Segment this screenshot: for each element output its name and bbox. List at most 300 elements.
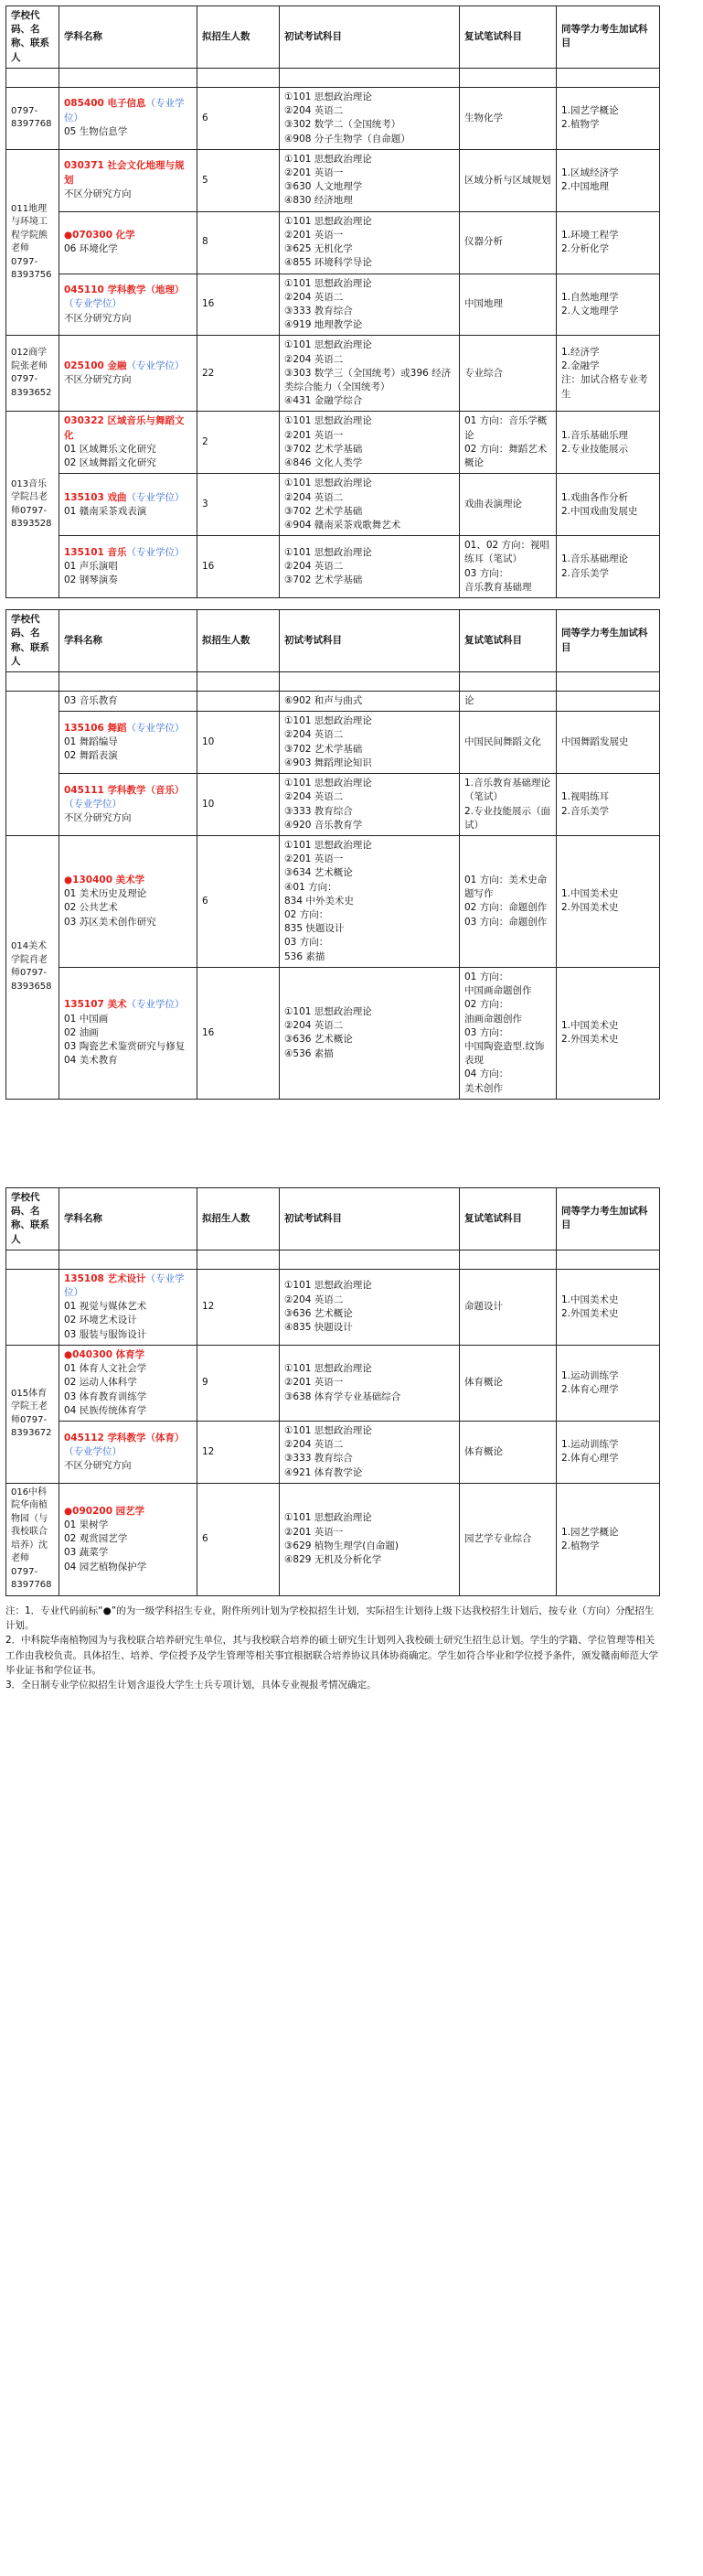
retest-subject: 体育概论 [464,1445,503,1457]
quota-value: 10 [202,736,215,748]
equiv-subject: 2.金融学 [561,360,600,372]
exam-subject: ①101 思想政治理论 [284,153,372,165]
exam-subject: ①101 思想政治理论 [284,546,372,558]
equiv-subject: 2.植物学 [561,1540,600,1551]
retest-cell [460,1269,557,1345]
college-contact: 013音乐学院吕老师0797-8393528 [11,478,52,530]
exam-subject: ④536 素描 [284,1047,334,1059]
subject-title [64,1348,192,1362]
retest-subject: 中国地理 [464,298,503,310]
exam-subject: 835 快题设计 [284,923,345,935]
subject-title [64,546,192,560]
retest-subject: 体育概论 [464,1377,503,1389]
exam-subject: ②201 英语一 [284,853,344,865]
subject-cell [59,1421,197,1483]
retest-subject: 1.音乐教育基础理论（笔试） [464,778,551,803]
exam-subject: ①101 思想政治理论 [284,91,372,102]
subject-title [64,784,192,811]
header-cell: 复试笔试科目 [460,6,557,69]
equiv-subject: 2.体育心理学 [561,1453,619,1465]
quota-cell [197,712,280,774]
exam-cell [280,774,460,836]
table-row [6,474,660,536]
direction-item: 02 舞蹈表演 [64,750,118,762]
header-cell: 同等学力考生加试科目 [557,610,660,672]
retest-cell [460,1483,557,1595]
subject-title [64,97,192,124]
header-cell: 初试考试科目 [280,1187,460,1250]
equiv-cell [557,1483,660,1595]
retest-cell [460,712,557,774]
retest-cell [460,691,557,711]
header-row [6,610,660,672]
exam-subject: ①101 思想政治理论 [284,478,372,489]
exam-subject: ②204 英语二 [284,1293,344,1305]
equiv-cell [557,211,660,274]
direction-item: 04 美术教育 [64,1055,118,1067]
degree-tag: （专业学位） [64,1272,185,1298]
equiv-cell [557,967,660,1099]
exam-cell [280,1483,460,1595]
exam-cell [280,691,460,711]
exam-subject: ③303 数学三（全国统考）或396 经济类综合能力（全国统考） [284,367,452,393]
retest-cell [460,967,557,1099]
exam-subject: ③636 艺术概论 [284,1034,353,1046]
exam-subject: ①101 思想政治理论 [284,1280,372,1292]
direction-item: 01 美术历史及理论 [64,888,147,900]
college-contact: 015体育学院王老师0797-8393672 [11,1388,52,1439]
exam-subject: 536 素描 [284,950,325,962]
exam-subject: ②204 英语二 [284,105,344,117]
table-row [6,1421,660,1483]
quota-cell [197,1483,280,1595]
exam-subject: ②204 英语二 [284,291,344,303]
equiv-cell [557,774,660,836]
direction-item: 06 环境化学 [64,243,118,255]
subject-cell [59,774,197,836]
quota-value: 16 [202,298,215,310]
equiv-cell [557,1269,660,1345]
equiv-subject: 1.园艺学概论 [561,105,619,117]
equiv-cell [557,274,660,336]
table-row [6,536,660,598]
exam-subject: ①101 思想政治理论 [284,778,372,789]
direction-item: 02 环境艺术设计 [64,1315,137,1326]
header-cell: 同等学力考生加试科目 [557,1187,660,1250]
subject-code: 070300 化学 [72,229,135,241]
subject-cell [59,1483,197,1595]
quota-value: 2 [202,436,208,448]
quota-cell [197,211,280,274]
exam-subject: ③333 教育综合 [284,305,353,317]
quota-value: 10 [202,798,215,810]
college-cell [6,1483,59,1595]
blank-row [6,68,660,87]
direction-item: 03 陶瓷艺术鉴赏研究与修复 [64,1041,186,1052]
quota-cell [197,1421,280,1483]
direction-item: 01 舞蹈编导 [64,736,118,748]
college-cell [6,835,59,1099]
equiv-subject: 2.外国美术史 [561,902,619,914]
equiv-subject: 中国舞蹈发展史 [561,736,629,748]
exam-subject: ④431 金融学综合 [284,395,363,407]
subject-code: 045111 学科教学（音乐） [64,784,185,796]
subject-code: 135103 戏曲 [64,491,127,503]
exam-subject: ②201 英语一 [284,1377,344,1389]
table-row [6,712,660,774]
retest-subject: 美术创作 [464,1082,503,1094]
equiv-subject: 1.音乐基础乐理 [561,429,629,441]
table-row [6,336,660,412]
subject-code: 045110 学科教学（地理） [64,284,185,296]
subject-code: 040300 体育学 [72,1348,145,1360]
subject-cell [59,274,197,336]
equiv-subject: 2.植物学 [561,119,600,131]
quota-value: 9 [202,1377,208,1389]
exam-subject: ①101 思想政治理论 [284,277,372,289]
equiv-subject: 2.外国美术史 [561,1034,619,1046]
equiv-cell [557,712,660,774]
retest-subject: 03 方向：命题创作 [464,916,548,928]
subject-cell [59,336,197,412]
subject-code: 090200 园艺学 [72,1505,145,1517]
subject-cell [59,211,197,274]
direction-item: 01 果树学 [64,1519,109,1530]
college-cell [6,1345,59,1483]
equiv-cell [557,835,660,967]
catalog-table [5,609,660,1100]
blank-row [6,671,660,691]
exam-cell [280,474,460,536]
quota-value: 22 [202,367,215,379]
header-cell: 学校代码、名称、联系人 [6,6,59,69]
subject-title [64,284,192,311]
direction-item: 04 民族传统体育学 [64,1404,147,1416]
exam-cell [280,412,460,474]
exam-subject: ①101 思想政治理论 [284,215,372,227]
equiv-cell [557,149,660,211]
equiv-subject: 2.外国美术史 [561,1307,619,1319]
exam-subject: ④908 分子生物学（自命题） [284,133,410,145]
first-level-dot-icon: ● [64,1505,73,1517]
equiv-subject: 1.园艺学概论 [561,1526,619,1538]
equiv-cell [557,691,660,711]
equiv-cell [557,474,660,536]
exam-subject: ③702 艺术学基础 [284,743,363,755]
subject-title [64,1432,192,1459]
exam-cell [280,1269,460,1345]
retest-subject: 专业综合 [464,367,503,379]
first-level-dot-icon: ● [64,229,73,241]
exam-subject: ②204 英语二 [284,561,344,573]
direction-item: 01 体育人文社会学 [64,1363,147,1375]
table-spacer [0,1100,703,1187]
table-row [6,691,660,711]
retest-subject: 03 方向： [464,1026,509,1038]
exam-subject: ④835 快题设计 [284,1322,353,1334]
subject-cell [59,536,197,598]
table-row [6,412,660,474]
exam-subject: ③302 数学二（全国统考） [284,119,401,131]
exam-subject: ④855 环境科学导论 [284,257,372,269]
subject-title [64,414,192,442]
retest-cell [460,474,557,536]
exam-subject: ②204 英语二 [284,791,344,803]
equiv-subject: 1.运动训练学 [561,1439,619,1451]
exam-subject: ②204 英语二 [284,1439,344,1451]
quota-value: 12 [202,1301,215,1313]
retest-cell [460,336,557,412]
retest-subject: 03 方向： [464,567,509,579]
exam-subject: ③630 人文地理学 [284,181,363,193]
exam-subject: ②204 英语二 [284,353,344,365]
exam-subject: ②201 英语一 [284,1526,344,1538]
degree-tag: （专业学位） [126,546,185,558]
exam-subject: ③638 体育学专业基础综合 [284,1390,401,1402]
retest-subject: 中国陶瓷造型.纹饰表现 [464,1041,545,1067]
subject-cell [59,474,197,536]
exam-subject: ①101 思想政治理论 [284,715,372,727]
retest-subject: 中国民间舞蹈文化 [464,736,541,748]
equiv-subject: 2.分析化学 [561,243,610,255]
table-row [6,87,660,149]
direction-item: 01 赣南采茶戏表演 [64,505,147,517]
retest-subject: 02 方向：舞蹈艺术概论 [464,443,548,469]
header-cell: 学校代码、名称、联系人 [6,610,59,672]
table-spacer [0,598,703,609]
header-cell: 学科名称 [59,1187,197,1250]
subject-title [64,360,192,373]
header-cell: 复试笔试科目 [460,1187,557,1250]
subject-code: 045112 学科教学（体育） [64,1432,185,1444]
direction-item: 04 园艺植物保护学 [64,1561,147,1572]
college-contact: 011地理与环境工程学院熊老师0797-8393756 [11,203,52,281]
subject-cell [59,967,197,1099]
direction-item: 02 公共艺术 [64,902,118,914]
retest-subject: 01 方向：音乐学概论 [464,415,548,441]
quota-cell [197,536,280,598]
subject-title [64,998,192,1012]
equiv-subject: 2.音乐美学 [561,567,610,579]
retest-subject: 04 方向： [464,1068,509,1080]
subject-title [64,1272,192,1300]
table-row [6,274,660,336]
direction-item: 02 钢琴演奏 [64,574,118,586]
exam-subject: ④830 经济地理 [284,195,353,207]
retest-subject: 园艺学专业综合 [464,1533,532,1545]
equiv-subject: 注：加试合格专业考生 [561,374,648,400]
direction-item: 02 观赏园艺学 [64,1533,128,1545]
degree-tag: （专业学位） [126,999,185,1011]
equiv-subject: 1.中国美术史 [561,888,619,900]
direction-item: 02 运动人体科学 [64,1377,137,1389]
direction-item: 05 生物信息学 [64,125,128,137]
subject-cell [59,1345,197,1421]
exam-cell [280,211,460,274]
direction-item: 不区分研究方向 [64,374,132,386]
subject-code: 130400 美术学 [72,874,145,886]
header-cell: 初试考试科目 [280,6,460,69]
direction-item: 不区分研究方向 [64,312,132,324]
degree-tag: （专业学位） [64,298,122,310]
subject-code: 135106 舞蹈 [64,722,127,734]
exam-subject: 03 方向： [284,937,329,949]
quota-cell [197,1269,280,1345]
quota-value: 3 [202,499,208,510]
exam-subject: ①101 思想政治理论 [284,1005,372,1017]
exam-cell [280,336,460,412]
quota-cell [197,412,280,474]
blank-row [6,1250,660,1269]
subject-code: 135101 音乐 [64,546,127,558]
equiv-subject: 1.环境工程学 [561,229,619,241]
table-row [6,1269,660,1345]
exam-subject: 02 方向： [284,909,329,921]
exam-subject: ③702 艺术学基础 [284,505,363,517]
equiv-cell [557,336,660,412]
exam-subject: ④01 方向： [284,881,337,893]
header-cell: 学校代码、名称、联系人 [6,1187,59,1250]
quota-cell [197,967,280,1099]
quota-cell [197,274,280,336]
exam-subject: ⑥902 和声与曲式 [284,694,363,706]
retest-subject: 油画命题创作 [464,1013,522,1025]
exam-subject: ①101 思想政治理论 [284,1363,372,1375]
exam-cell [280,87,460,149]
exam-subject: ②201 英语一 [284,429,344,441]
equiv-cell [557,1421,660,1483]
college-cell [6,412,59,598]
college-cell [6,1269,59,1345]
retest-subject: 02 方向： [464,999,509,1011]
retest-subject: 命题设计 [464,1301,503,1313]
quota-value: 6 [202,112,208,123]
header-cell: 初试考试科目 [280,610,460,672]
direction-item: 02 区域舞蹈文化研究 [64,457,156,469]
direction-item: 02 油画 [64,1026,99,1038]
header-cell: 学科名称 [59,6,197,69]
quota-value: 16 [202,561,215,573]
subject-title [64,722,192,735]
direction-item: 01 区域舞乐文化研究 [64,443,156,455]
equiv-subject: 2.体育心理学 [561,1383,619,1395]
retest-subject: 区域分析与区域规划 [464,174,551,186]
equiv-subject: 1.戏曲各作分析 [561,491,629,503]
exam-subject: 834 中外美术史 [284,895,354,907]
subject-title [64,874,192,887]
exam-subject: ②201 英语一 [284,229,344,241]
direction-item: 03 苏区美术创作研究 [64,916,156,928]
retest-subject: 生物化学 [464,112,503,123]
college-cell [6,149,59,336]
retest-subject: 戏曲表演理论 [464,499,522,510]
subject-code: 025100 金融 [64,360,127,372]
retest-cell [460,1345,557,1421]
note-item: 3．全日制专业学位拟招生计划含退役大学生士兵专项计划，具体专业视报考情况确定。 [5,1680,377,1691]
subject-cell [59,412,197,474]
exam-cell [280,835,460,967]
header-cell: 拟招生人数 [197,1187,280,1250]
quota-cell [197,474,280,536]
equiv-subject: 2.音乐美学 [561,805,610,817]
direction-item: 03 体育教育训练学 [64,1390,147,1402]
exam-subject: ②201 英语一 [284,166,344,178]
quota-value: 6 [202,1533,208,1545]
retest-subject: 中国画命题创作 [464,985,532,997]
exam-cell [280,1345,460,1421]
direction-item: 不区分研究方向 [64,188,132,199]
exam-subject: ④904 赣南采茶戏歌舞艺术 [284,520,401,531]
exam-subject: ③702 艺术学基础 [284,443,363,455]
subject-code: 030322 区域音乐与舞蹈文化 [64,415,185,441]
exam-cell [280,274,460,336]
quota-cell [197,1345,280,1421]
table-row [6,967,660,1099]
quota-cell [197,691,280,711]
exam-subject: ②204 英语二 [284,1020,344,1032]
college-cell [6,87,59,149]
header-cell: 学科名称 [59,610,197,672]
degree-tag: （专业学位） [126,360,185,372]
subject-cell [59,87,197,149]
equiv-subject: 2.中国地理 [561,181,610,193]
equiv-cell [557,1345,660,1421]
exam-subject: ③634 艺术概论 [284,867,353,879]
quota-value: 6 [202,895,208,907]
exam-cell [280,712,460,774]
exam-subject: ①101 思想政治理论 [284,1512,372,1524]
retest-cell [460,87,557,149]
equiv-subject: 1.音乐基础理论 [561,553,629,565]
college-contact: 014美术学院肖老师0797-8393658 [11,941,52,992]
exam-subject: ③333 教育综合 [284,805,353,817]
exam-subject: ③702 艺术学基础 [284,574,363,586]
exam-subject: ③636 艺术概论 [284,1307,353,1319]
retest-cell [460,1421,557,1483]
retest-cell [460,149,557,211]
college-cell [6,336,59,412]
degree-tag: （专业学位） [126,491,185,503]
equiv-cell [557,87,660,149]
direction-item: 03 音乐教育 [64,694,118,706]
direction-item: 03 服装与服饰设计 [64,1328,147,1340]
subject-title [64,1505,192,1519]
retest-subject: 音乐教育基础理 [464,581,532,593]
exam-subject: ①101 思想政治理论 [284,839,372,851]
retest-subject: 01 方向：美术史命题写作 [464,874,548,900]
direction-item: 03 蔬菜学 [64,1547,109,1559]
exam-subject: ④903 舞蹈理论知识 [284,757,372,768]
subject-code: 135107 美术 [64,999,127,1011]
equiv-subject: 2.专业技能展示 [561,443,629,455]
retest-subject: 2.专业技能展示（面试） [464,805,551,831]
college-cell [6,691,59,835]
quota-value: 5 [202,174,208,186]
retest-cell [460,211,557,274]
subject-title [64,491,192,505]
exam-subject: ④829 无机及分析化学 [284,1554,382,1566]
direction-item: 不区分研究方向 [64,812,132,824]
college-contact: 016中科院华南植物园（与我校联合培养）沈老师0797-8397768 [11,1487,52,1591]
exam-subject: ④919 地理教学论 [284,319,363,331]
equiv-cell [557,412,660,474]
quota-cell [197,835,280,967]
header-cell: 复试笔试科目 [460,610,557,672]
equiv-cell [557,536,660,598]
subject-cell [59,1269,197,1345]
retest-subject: 仪器分析 [464,236,503,248]
equiv-subject: 2.人文地理学 [561,305,619,317]
